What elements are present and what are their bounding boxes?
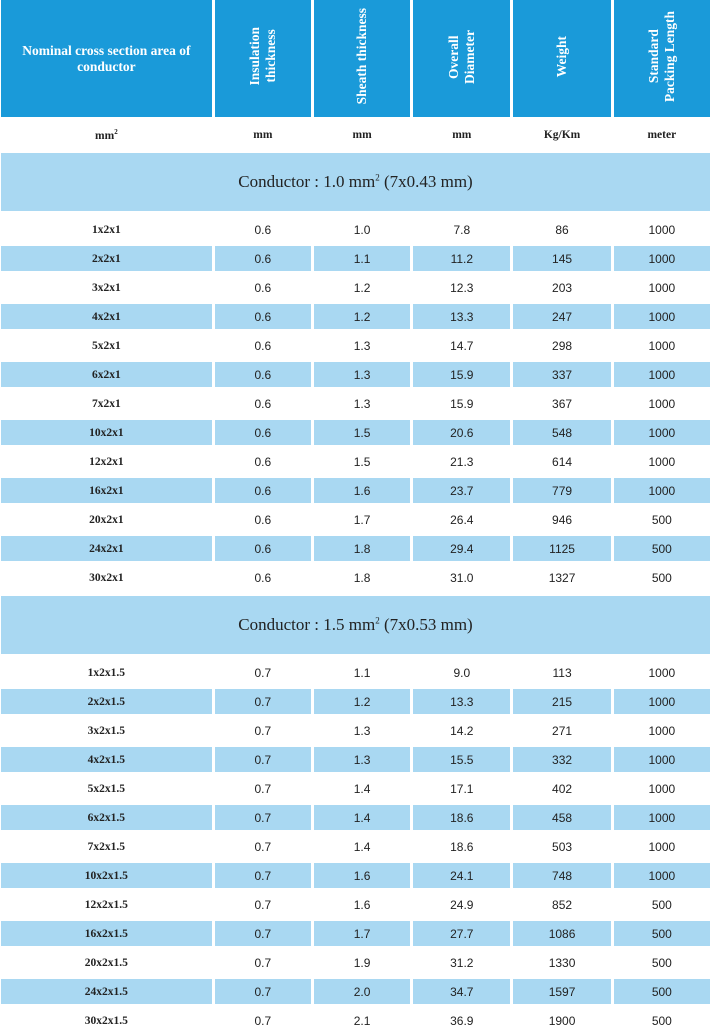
header-packing-length [614,0,710,117]
cell-diameter: 24.9 [450,897,474,912]
units-row [1,121,710,149]
section-title-suffix: (7x0.43 mm) [379,172,473,191]
cell-size: 1x2x1 [91,223,121,236]
cell-insulation: 0.6 [215,476,311,505]
header-row [1,0,710,117]
cell-length: 500 [651,955,672,970]
table-row [1,505,710,534]
cell-insulation: 0.6 [254,222,272,237]
cell-weight: 1900 [548,1013,576,1028]
cell-sheath: 1.7 [314,919,410,948]
unit-area [1,121,212,149]
header-length-label: Standard Packing Length [645,10,677,103]
cell-sheath: 1.6 [314,476,410,505]
cell-sheath: 1.3 [314,745,410,774]
cell-diameter: 18.6 [450,839,474,854]
cell-insulation: 0.7 [215,745,311,774]
cell-length: 1000 [648,338,676,353]
cell-size: 30x2x1.5 [84,1014,128,1027]
cell-insulation: 0.6 [215,360,311,389]
cell-size: 12x2x1 [89,455,124,468]
unit-weight: Kg/Km [543,129,581,141]
cell-insulation: 0.7 [215,861,311,890]
cell-size: 10x2x1 [1,418,212,447]
cell-sheath: 1.1 [314,244,410,273]
cell-diameter: 7.8 [453,222,471,237]
cell-insulation: 0.7 [254,955,272,970]
cell-weight: 614 [552,454,573,469]
cell-diameter: 17.1 [450,781,474,796]
cell-size: 2x2x1.5 [1,687,212,716]
cell-diameter: 31.2 [450,955,474,970]
cell-sheath: 1.3 [353,396,371,411]
cell-weight: 852 [552,897,573,912]
cell-diameter: 20.6 [413,418,510,447]
table-row [1,1006,710,1035]
cell-diameter: 34.7 [413,977,510,1006]
cell-weight: 402 [552,781,573,796]
cell-diameter: 24.1 [413,861,510,890]
table-row [1,803,710,832]
cell-sheath: 1.2 [353,280,371,295]
cell-size: 2x2x1 [1,244,212,273]
table-row [1,244,710,273]
header-overall-diameter [413,0,510,117]
cell-sheath: 2.1 [353,1013,371,1028]
header-sheath-label: Sheath thickness [354,8,370,105]
cell-weight: 337 [513,360,610,389]
cell-diameter: 31.0 [450,570,474,585]
cell-sheath: 1.2 [314,687,410,716]
cell-length: 1000 [614,244,710,273]
cell-length: 1000 [648,222,676,237]
cell-sheath: 1.0 [353,222,371,237]
table-row [1,534,710,563]
cell-length: 500 [651,897,672,912]
cell-weight: 271 [552,723,573,738]
cell-weight: 215 [513,687,610,716]
cell-weight: 548 [513,418,610,447]
cell-insulation: 0.7 [254,839,272,854]
cell-weight: 503 [552,839,573,854]
cell-diameter: 12.3 [450,280,474,295]
cell-insulation: 0.6 [254,280,272,295]
cell-length: 1000 [648,396,676,411]
cell-insulation: 0.6 [215,418,311,447]
cell-weight: 145 [513,244,610,273]
cell-weight: 332 [513,745,610,774]
cell-sheath: 1.4 [314,803,410,832]
cell-diameter: 15.9 [450,396,474,411]
cell-diameter: 15.9 [413,360,510,389]
cell-diameter: 11.2 [413,244,510,273]
cell-length: 1000 [648,665,676,680]
unit-diameter: mm [452,129,472,141]
cell-weight: 367 [552,396,573,411]
cell-length: 1000 [614,803,710,832]
unit-area-sup: 2 [114,128,118,137]
cell-length: 1000 [614,418,710,447]
cell-weight: 1086 [513,919,610,948]
cell-insulation: 0.7 [215,919,311,948]
unit-area-base: mm [95,129,115,142]
table-row [1,948,710,977]
cell-length: 1000 [648,280,676,295]
cell-size: 4x2x1.5 [1,745,212,774]
cell-length: 500 [614,977,710,1006]
cell-diameter: 9.0 [453,665,471,680]
section-title-prefix: Conductor : 1.5 mm [238,615,376,634]
cell-weight: 946 [552,512,573,527]
header-insulation-thickness [215,0,311,117]
cell-length: 500 [651,1013,672,1028]
table-row [1,919,710,948]
cell-size: 3x2x1 [91,281,121,294]
table-row [1,360,710,389]
cell-sheath: 1.8 [314,534,410,563]
header-insulation-label: Insulation thickness [246,27,278,86]
cell-length: 1000 [648,839,676,854]
table-row [1,273,710,302]
cell-insulation: 0.7 [254,781,272,796]
conductor-section-band [1,596,710,654]
header-sheath-thickness [314,0,410,117]
cell-weight: 1327 [548,570,576,585]
cell-insulation: 0.7 [254,723,272,738]
header-weight [513,0,610,117]
cell-weight: 1597 [513,977,610,1006]
cell-sheath: 1.6 [353,897,371,912]
cell-diameter: 14.2 [450,723,474,738]
table-row [1,447,710,476]
table-row [1,890,710,919]
cell-sheath: 1.3 [314,360,410,389]
cell-length: 1000 [614,476,710,505]
cell-length: 1000 [614,360,710,389]
cell-diameter: 27.7 [413,919,510,948]
cell-weight: 779 [513,476,610,505]
cell-size: 30x2x1 [89,571,124,584]
cell-insulation: 0.6 [215,534,311,563]
cell-sheath: 1.6 [314,861,410,890]
table-row [1,331,710,360]
cell-weight: 247 [513,302,610,331]
cell-insulation: 0.6 [254,570,272,585]
unit-insulation: mm [253,129,273,141]
cell-size: 20x2x1 [89,513,124,526]
cell-length: 500 [614,919,710,948]
section-title-suffix: (7x0.53 mm) [379,615,473,634]
header-diameter-label: Overall Diameter [445,29,477,84]
cell-weight: 1330 [548,955,576,970]
cell-length: 500 [614,534,710,563]
cell-sheath: 1.1 [353,665,371,680]
cell-sheath: 1.8 [353,570,371,585]
cell-length: 1000 [648,781,676,796]
cell-diameter: 14.7 [450,338,474,353]
cell-diameter: 23.7 [413,476,510,505]
cell-weight: 458 [513,803,610,832]
cell-length: 1000 [648,723,676,738]
unit-length: meter [647,129,677,141]
table-row [1,389,710,418]
cell-weight: 748 [513,861,610,890]
cell-diameter: 15.5 [413,745,510,774]
table-row [1,687,710,716]
cell-diameter: 26.4 [450,512,474,527]
cell-size: 16x2x1.5 [1,919,212,948]
cell-diameter: 13.3 [413,687,510,716]
cell-insulation: 0.6 [215,302,311,331]
cell-sheath: 2.0 [314,977,410,1006]
table-row [1,745,710,774]
cell-insulation: 0.7 [215,977,311,1006]
table-row [1,215,710,244]
conductor-section-band [1,153,710,211]
cell-diameter: 18.6 [413,803,510,832]
cell-sheath: 1.9 [353,955,371,970]
cell-diameter: 36.9 [450,1013,474,1028]
cell-sheath: 1.5 [353,454,371,469]
cell-size: 12x2x1.5 [84,898,128,911]
cell-insulation: 0.6 [215,244,311,273]
table-row [1,716,710,745]
table-row [1,302,710,331]
cell-length: 1000 [614,745,710,774]
cell-length: 1000 [614,687,710,716]
cell-size: 5x2x1.5 [87,782,126,795]
table-row [1,418,710,447]
cell-weight: 298 [552,338,573,353]
cell-diameter: 21.3 [450,454,474,469]
table-row [1,658,710,687]
cell-diameter: 13.3 [413,302,510,331]
table-row [1,977,710,1006]
cell-length: 1000 [614,302,710,331]
table-row [1,774,710,803]
cell-size: 6x2x1.5 [1,803,212,832]
cell-weight: 1125 [513,534,610,563]
cell-size: 3x2x1.5 [87,724,126,737]
cell-diameter: 29.4 [413,534,510,563]
unit-sheath: mm [352,129,372,141]
table-row [1,832,710,861]
cell-weight: 113 [552,665,572,680]
cell-insulation: 0.6 [254,338,272,353]
cell-size: 7x2x1 [91,397,121,410]
table-row [1,476,710,505]
cell-insulation: 0.6 [254,454,272,469]
cell-insulation: 0.7 [215,687,311,716]
cell-sheath: 1.3 [353,338,371,353]
section-title-sup: 2 [375,615,380,626]
cell-sheath: 1.5 [314,418,410,447]
cell-length: 1000 [648,454,676,469]
table-row [1,563,710,592]
cell-size: 10x2x1.5 [1,861,212,890]
table-body [1,149,710,1035]
cell-size: 5x2x1 [91,339,121,352]
cell-insulation: 0.7 [254,897,272,912]
conductor-section-title [1,153,710,211]
cell-insulation: 0.6 [254,512,272,527]
cell-size: 7x2x1.5 [87,840,126,853]
header-weight-label: Weight [554,35,570,78]
cell-sheath: 1.3 [353,723,371,738]
cell-insulation: 0.7 [215,803,311,832]
cell-size: 20x2x1.5 [84,956,128,969]
cell-weight: 86 [555,222,569,237]
cell-insulation: 0.7 [254,1013,272,1028]
cell-insulation: 0.7 [254,665,272,680]
cell-size: 24x2x1.5 [1,977,212,1006]
cell-size: 1x2x1.5 [87,666,126,679]
cell-size: 4x2x1 [1,302,212,331]
cell-sheath: 1.7 [353,512,371,527]
cell-length: 500 [651,512,672,527]
cell-size: 24x2x1 [1,534,212,563]
conductor-section-title [1,596,710,654]
cell-sheath: 1.2 [314,302,410,331]
section-title-prefix: Conductor : 1.0 mm [238,172,376,191]
table-row [1,861,710,890]
cell-sheath: 1.4 [353,839,371,854]
cell-size: 16x2x1 [1,476,212,505]
header-cross-section: Nominal cross section area of conductor [1,0,212,117]
cell-weight: 203 [552,280,573,295]
cell-sheath: 1.4 [353,781,371,796]
cell-length: 1000 [614,861,710,890]
cell-size: 6x2x1 [1,360,212,389]
cell-length: 500 [651,570,672,585]
cell-insulation: 0.6 [254,396,272,411]
section-title-sup: 2 [375,172,380,183]
